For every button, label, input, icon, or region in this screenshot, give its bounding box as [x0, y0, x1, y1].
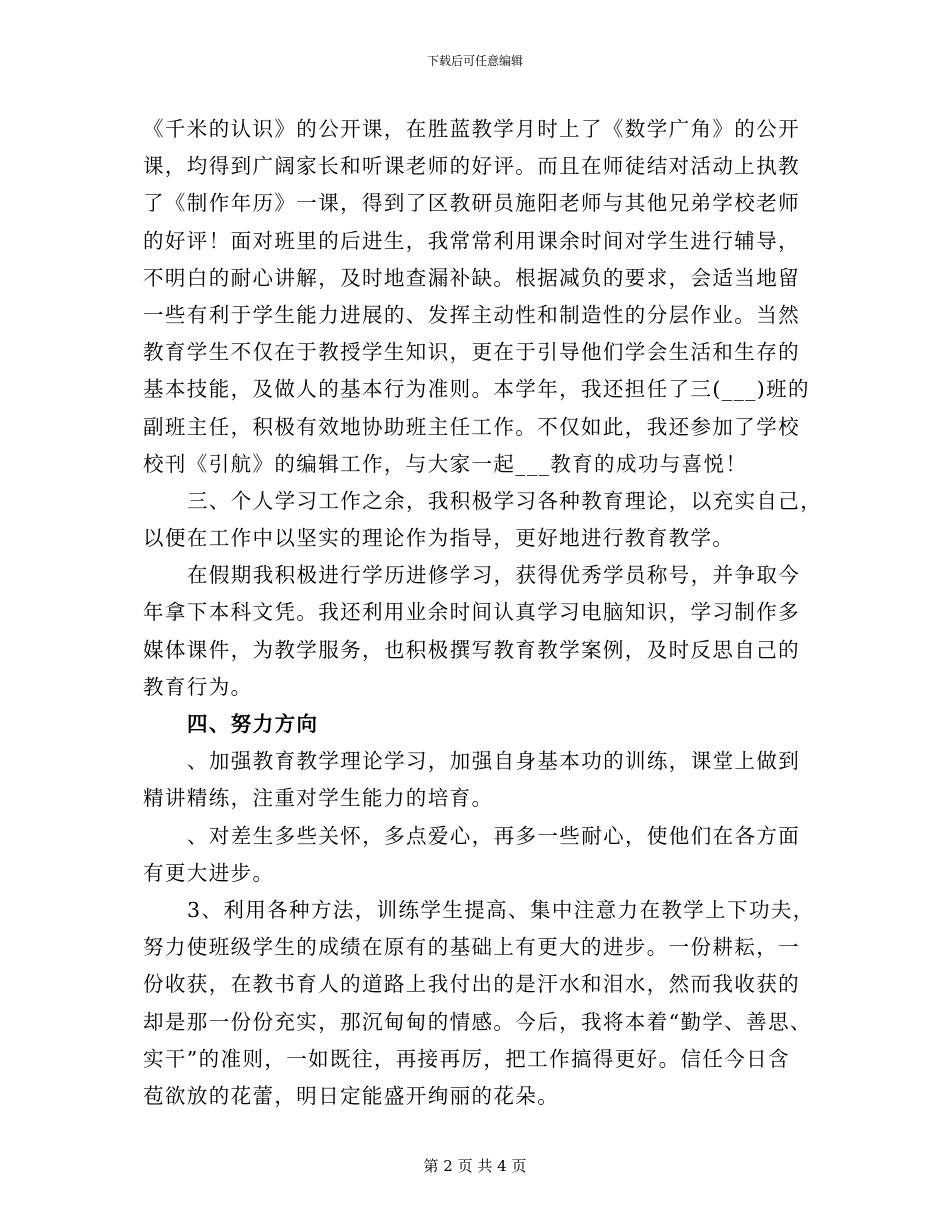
- body-line: 三、个人学习工作之余，我积极学习各种教育理论，以充实自己，: [187, 488, 823, 513]
- body-line: 苞欲放的花蕾，明日定能盛开绚丽的花朵。: [143, 1083, 560, 1108]
- body-line: 、对差生多些关怀，多点爱心，再多一些耐心，使他们在各方面: [187, 823, 801, 848]
- body-line: 副班主任，积极有效地协助班主任工作。不仅如此，我还参加了学校: [143, 414, 800, 439]
- body-line: 的好评！面对班里的后进生，我常常利用课余时间对学生进行辅导，: [143, 228, 800, 253]
- body-line: 校刊《引航》的编辑工作，与大家一起___教育的成功与喜悦！: [143, 451, 748, 476]
- body-line: 精讲精练，注重对学生能力的培育。: [143, 786, 494, 811]
- body-line: 有更大进步。: [143, 860, 275, 885]
- body-line: 不明白的耐心讲解，及时地查漏补缺。根据减负的要求，会适当地留: [143, 265, 800, 290]
- body-line: 《千米的认识》的公开课，在胜蓝教学月时上了《数学广角》的公开: [143, 117, 800, 141]
- body-line: 、加强教育教学理论学习，加强自身基本功的训练，课堂上做到: [187, 749, 801, 774]
- body-line: 努力使班级学生的成绩在原有的基础上有更大的进步。一份耕耘，一: [143, 935, 800, 960]
- body-line: 一些有利于学生能力进展的、发挥主动性和制造性的分层作业。当然: [143, 302, 800, 327]
- section-heading: 四、努力方向: [187, 712, 319, 736]
- page-header: 下载后可任意编辑: [426, 54, 523, 68]
- body-line: 教育学生不仅在于教授学生知识，更在于引导他们学会生活和生存的: [143, 340, 800, 365]
- body-line: 份收获，在教书育人的道路上我付出的是汗水和泪水，然而我收获的: [143, 972, 800, 997]
- body-line: 基本技能，及做人的基本行为准则。本学年，我还担任了三(___)班的: [143, 377, 810, 402]
- body-line: 媒体课件，为教学服务，也积极撰写教育教学案例，及时反思自己的: [143, 637, 800, 662]
- body-line: 实干”的准则，一如既往，再接再厉，把工作搞得更好。信任今日含: [143, 1046, 790, 1071]
- body-line: 教育行为。: [143, 674, 253, 699]
- body-line: 在假期我积极进行学历进修学习，获得优秀学员称号，并争取今: [187, 563, 801, 588]
- body-line: 课，均得到广阔家长和听课老师的好评。而且在师徒结对活动上执教: [143, 154, 800, 179]
- body-line: 却是那一份份充实，那沉甸甸的情感。今后，我将本着“勤学、善思、: [143, 1009, 812, 1034]
- body-line: 年拿下本科文凭。我还利用业余时间认真学习电脑知识，学习制作多: [143, 600, 800, 625]
- document-body: [143, 111, 823, 1115]
- page-number-footer: 第 2 页 共 4 页: [423, 1157, 527, 1175]
- body-line: 3、利用各种方法，训练学生提高、集中注意力在教学上下功夫，: [187, 897, 815, 922]
- body-line: 以便在工作中以坚实的理论作为指导，更好地进行教育教学。: [143, 526, 735, 551]
- body-line: 了《制作年历》一课，得到了区教研员施阳老师与其他兄弟学校老师: [143, 191, 800, 216]
